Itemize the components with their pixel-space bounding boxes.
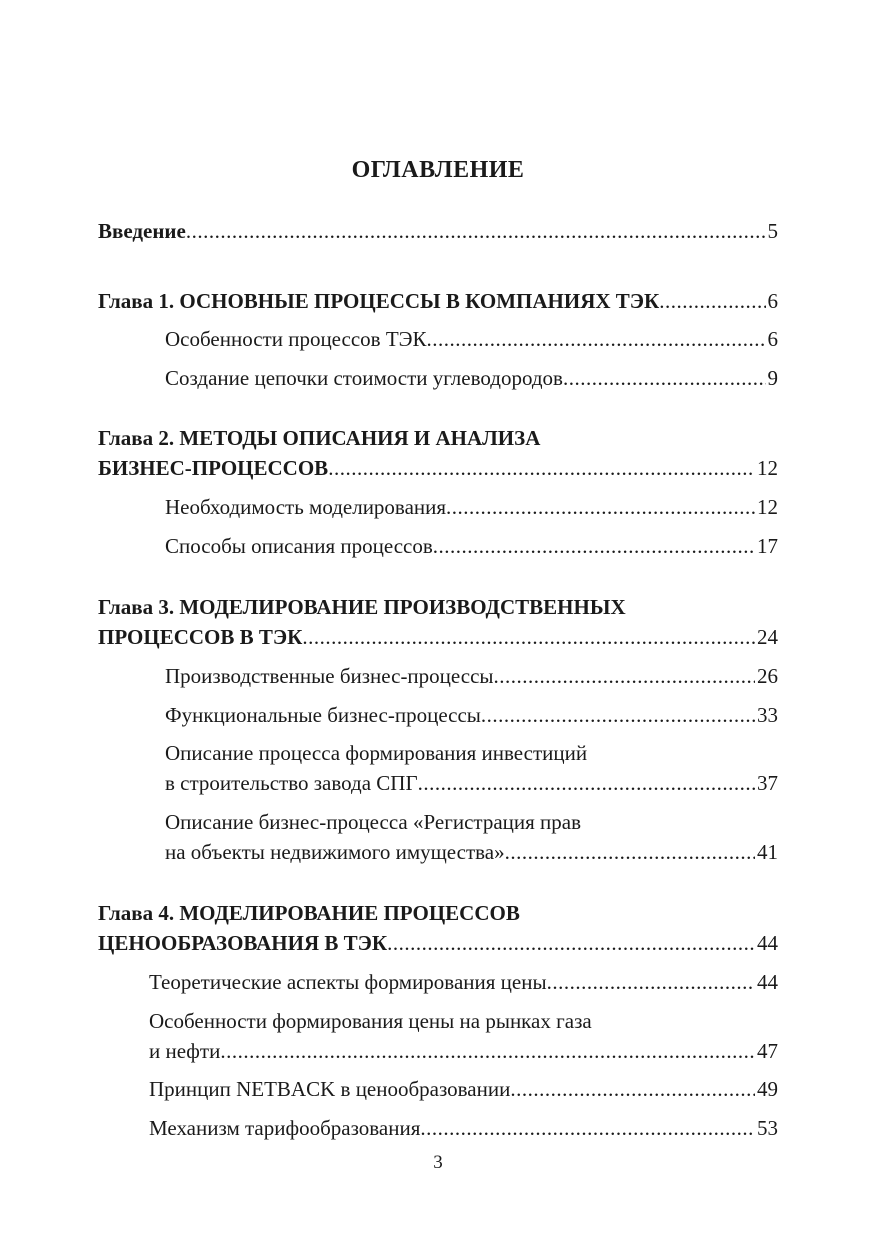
- entry-page: 9: [767, 366, 778, 390]
- toc-section-3-4: [165, 807, 778, 867]
- section-title: Создание цепочки стоимости углеводородов: [165, 366, 563, 390]
- toc-title: ОГЛАВЛЕНИЕ: [351, 157, 525, 183]
- entry-page: 12: [757, 456, 778, 480]
- entry-page: 5: [767, 219, 778, 243]
- dot-leader: [387, 928, 755, 958]
- toc-section-2-2: [165, 531, 778, 561]
- section-title-line2: на объекты недвижимого имущества»: [165, 840, 505, 864]
- dot-leader: [547, 967, 755, 997]
- entry-page: 49: [757, 1077, 778, 1101]
- section-title-line1: Описание процесса формирования инвестиций: [165, 741, 588, 765]
- dot-leader: [505, 837, 755, 867]
- section-title-line2: в строительство завода СПГ: [165, 771, 418, 795]
- chapter-title-line2: ЦЕНООБРАЗОВАНИЯ В ТЭК: [98, 931, 388, 955]
- dot-leader: [481, 700, 755, 730]
- section-title: Принцип NETBACK в ценообразовании: [149, 1077, 511, 1101]
- dot-leader: [510, 1074, 755, 1104]
- entry-label: Введение: [98, 219, 186, 243]
- dot-leader: [302, 622, 755, 652]
- toc-section-3-3: [165, 738, 778, 798]
- dot-leader: [186, 216, 766, 246]
- toc-entry-introduction: [98, 216, 778, 246]
- toc-chapter-3: [98, 592, 778, 652]
- entry-page: 6: [767, 327, 778, 351]
- toc-section-3-2: [165, 700, 778, 730]
- toc-section-1-1: [165, 324, 778, 354]
- dot-leader: [659, 286, 765, 316]
- toc-section-4-3: [149, 1074, 778, 1104]
- chapter-title-line1: Глава 4. МОДЕЛИРОВАНИЕ ПРОЦЕССОВ: [98, 901, 520, 925]
- entry-page: 37: [757, 771, 778, 795]
- entry-page: 44: [757, 970, 778, 994]
- section-title: Механизм тарифообразования: [149, 1116, 421, 1140]
- toc-section-4-4: [149, 1113, 778, 1143]
- entry-page: 26: [757, 664, 778, 688]
- dot-leader: [328, 453, 755, 483]
- dot-leader: [563, 363, 766, 393]
- entry-page: 53: [757, 1116, 778, 1140]
- page-number: 3: [433, 1152, 443, 1173]
- toc-chapter-1: [98, 286, 778, 316]
- dot-leader: [427, 324, 766, 354]
- section-title: Необходимость моделирования: [165, 495, 447, 519]
- toc-section-4-1: [149, 967, 778, 997]
- entry-page: 6: [767, 289, 778, 313]
- section-title: Функциональные бизнес-процессы: [165, 703, 481, 727]
- section-title: Производственные бизнес-процессы: [165, 664, 494, 688]
- section-title: Теоретические аспекты формирования цены: [149, 970, 547, 994]
- toc-chapter-4: [98, 898, 778, 958]
- entry-page: 47: [757, 1039, 778, 1063]
- dot-leader: [446, 492, 755, 522]
- section-title: Способы описания процессов: [165, 534, 433, 558]
- entry-page: 24: [757, 625, 778, 649]
- dot-leader: [420, 1113, 755, 1143]
- dot-leader: [220, 1036, 755, 1066]
- dot-leader: [494, 661, 755, 691]
- chapter-title-line1: Глава 3. МОДЕЛИРОВАНИЕ ПРОИЗВОДСТВЕННЫХ: [98, 595, 626, 619]
- toc-section-3-1: [165, 661, 778, 691]
- section-title-line2: и нефти: [149, 1039, 221, 1063]
- toc-chapter-2: [98, 423, 778, 483]
- entry-page: 41: [757, 840, 778, 864]
- toc-section-4-2: [149, 1006, 778, 1066]
- toc-section-2-1: [165, 492, 778, 522]
- chapter-title-line1: Глава 2. МЕТОДЫ ОПИСАНИЯ И АНАЛИЗА: [98, 426, 541, 450]
- chapter-title-line2: БИЗНЕС-ПРОЦЕССОВ: [98, 456, 329, 480]
- dot-leader: [433, 531, 755, 561]
- chapter-title-line2: ПРОЦЕССОВ В ТЭК: [98, 625, 303, 649]
- section-title: Особенности процессов ТЭК: [165, 327, 427, 351]
- section-title-line1: Описание бизнес-процесса «Регистрация прав: [165, 810, 582, 834]
- dot-leader: [418, 768, 755, 798]
- entry-page: 33: [757, 703, 778, 727]
- section-title-line1: Особенности формирования цены на рынках газа: [149, 1009, 592, 1033]
- chapter-title: Глава 1. ОСНОВНЫЕ ПРОЦЕССЫ В КОМПАНИЯХ ТЭК: [98, 289, 660, 313]
- entry-page: 44: [757, 931, 778, 955]
- toc-section-1-2: [165, 363, 778, 393]
- entry-page: 12: [757, 495, 778, 519]
- entry-page: 17: [757, 534, 778, 558]
